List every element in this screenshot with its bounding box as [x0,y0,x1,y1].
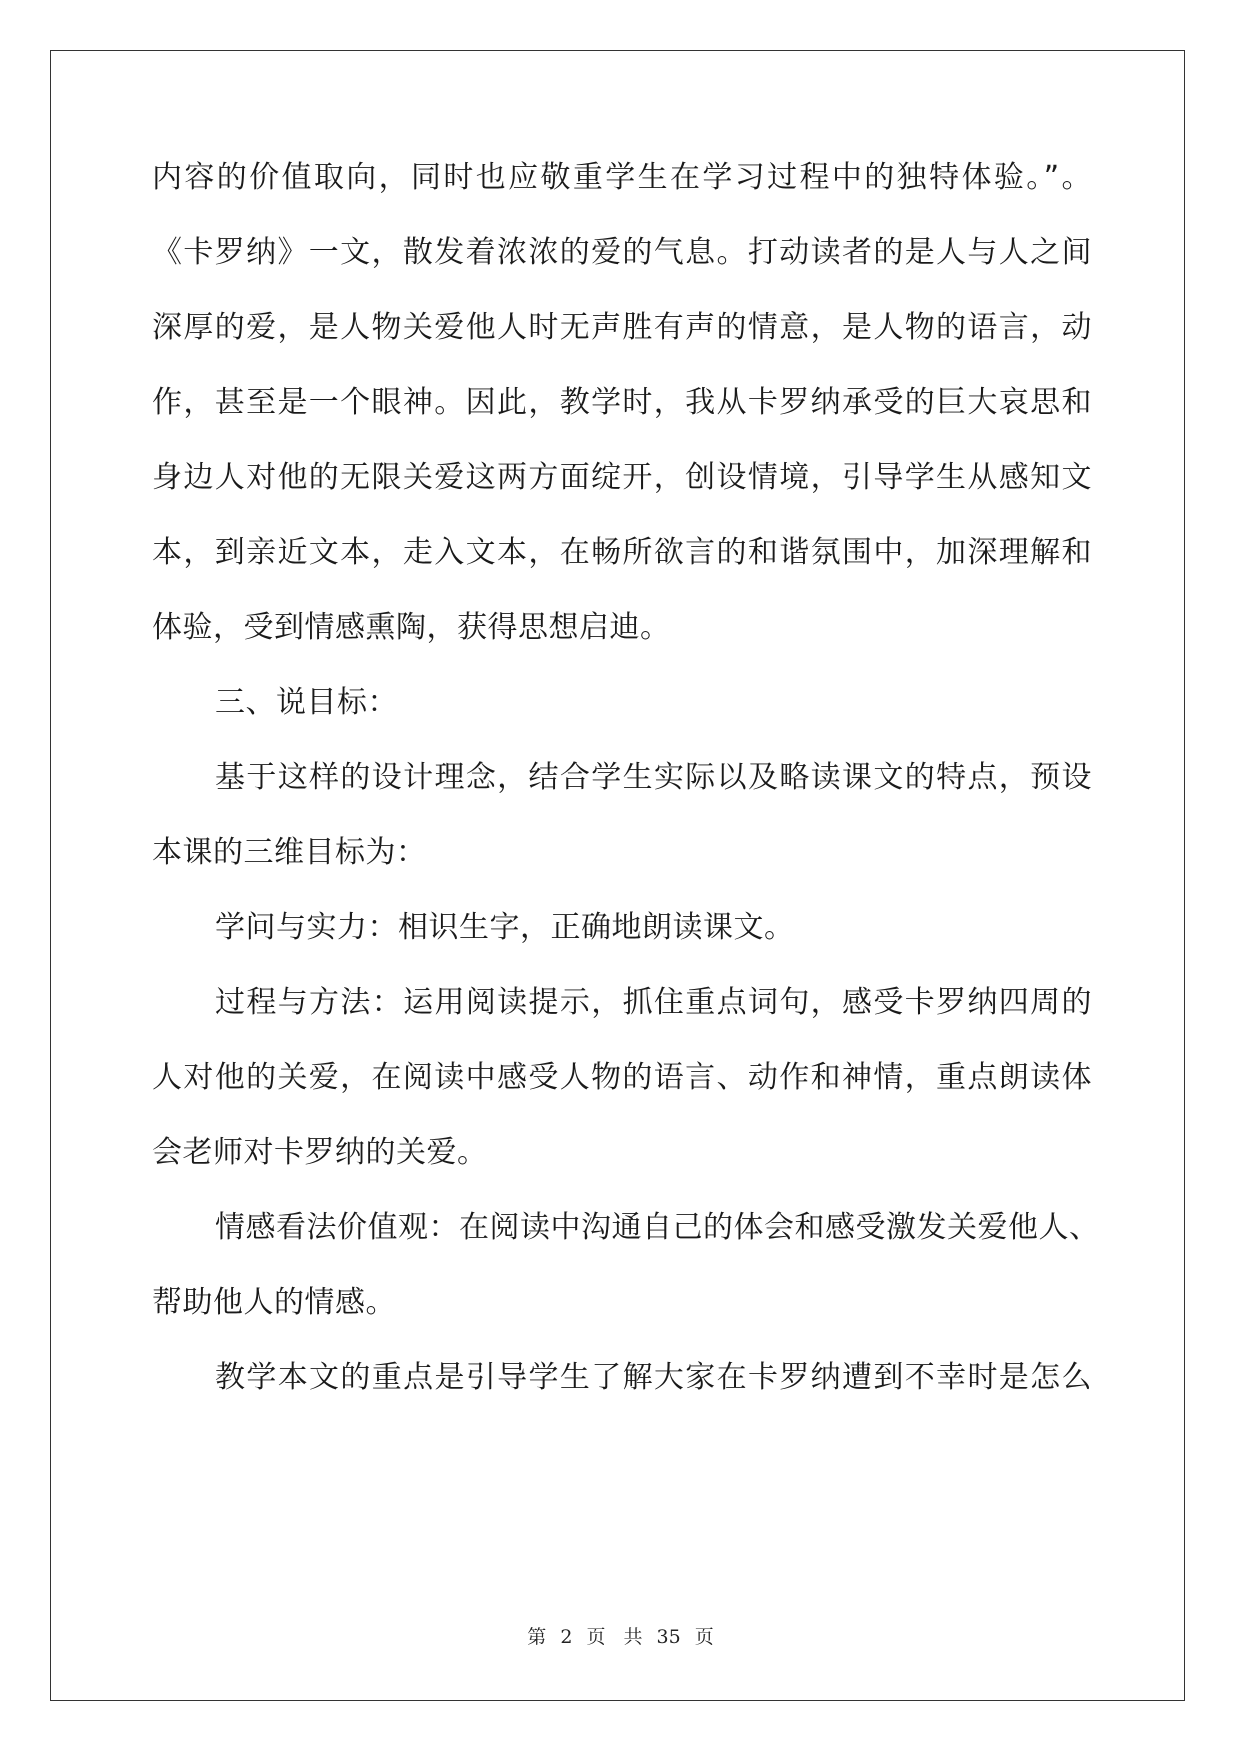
text-line: 情感看法价值观：在阅读中沟通自己的体会和感受激发关爱他人、 [215,1210,1100,1245]
text-line: 过程与方法：运用阅读提示，抓住重点词句，感受卡罗纳四周的 [215,985,1092,1020]
text-line: 教学本文的重点是引导学生了解大家在卡罗纳遭到不幸时是怎么 [215,1360,1092,1395]
page-number: 第 2 页 [527,1626,606,1648]
page-footer [0,1622,1241,1649]
text-line: 作，甚至是一个眼神。因此，教学时，我从卡罗纳承受的巨大哀思和 [152,385,1092,420]
text-line: 身边人对他的无限关爱这两方面绽开，创设情境，引导学生从感知文 [152,460,1092,495]
text-line: 本，到亲近文本，走入文本，在畅所欲言的和谐氛围中，加深理解和 [152,535,1092,570]
text-line: 《卡罗纳》一文，散发着浓浓的爱的气息。打动读者的是人与人之间 [152,235,1092,270]
page-total: 共 35 页 [623,1626,714,1648]
text-line: 人对他的关爱，在阅读中感受人物的语言、动作和神情，重点朗读体 [152,1060,1092,1095]
text-line: 基于这样的设计理念，结合学生实际以及略读课文的特点，预设 [215,760,1092,795]
text-line: 内容的价值取向，同时也应敬重学生在学习过程中的独特体验。”。 [152,160,1092,195]
document-body [152,158,1100,1433]
text-line: 深厚的爱，是人物关爱他人时无声胜有声的情意，是人物的语言，动 [152,310,1092,345]
text-line: 帮助他人的情感。 [152,1285,396,1320]
text-line: 体验，受到情感熏陶，获得思想启迪。 [152,610,671,645]
text-line: 会老师对卡罗纳的关爱。 [152,1135,488,1170]
text-line: 本课的三维目标为： [152,835,427,870]
text-line: 学问与实力：相识生字，正确地朗读课文。 [215,910,795,945]
section-heading: 三、说目标： [215,685,398,720]
